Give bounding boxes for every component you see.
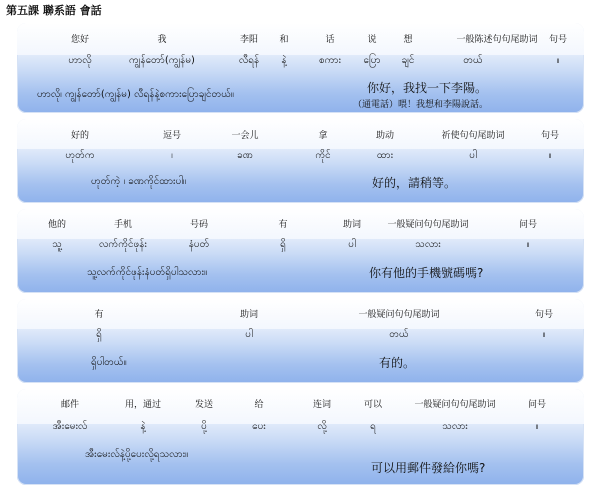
gloss-header: 给: [254, 400, 264, 410]
burmese-sentence: ရှိပါတယ်။: [91, 357, 127, 368]
burmese-word: ရှိ: [280, 239, 286, 250]
burmese-word: ။: [535, 421, 539, 432]
burmese-word: သလား: [415, 239, 441, 250]
burmese-word: ပို့: [201, 421, 207, 432]
chinese-translation: 有的。: [379, 356, 416, 370]
gloss-header: 助动: [375, 131, 395, 141]
dialogue-card-3: [17, 209, 584, 293]
gloss-header: 连词: [312, 400, 332, 410]
gloss-header: 想: [403, 35, 413, 45]
burmese-word: နဲ့: [281, 55, 287, 66]
burmese-word: စကား: [318, 55, 342, 66]
burmese-word: ခဏ: [237, 150, 253, 161]
gloss-header: 话: [325, 35, 335, 45]
burmese-word: ။: [542, 329, 546, 340]
burmese-word: ပါ: [245, 329, 253, 340]
burmese-word: ။: [556, 55, 560, 66]
burmese-word: နဲ့: [140, 421, 146, 432]
burmese-word: လို့: [317, 421, 327, 432]
burmese-sentence: ဟုတ်ကဲ့ ၊ ခဏကိုင်ထားပါ။: [91, 176, 187, 187]
gloss-header: 我: [157, 35, 167, 45]
burmese-word: ရှိ: [96, 329, 102, 340]
gloss-header: 句号: [534, 310, 554, 320]
chinese-translation: 好的，請稍等。: [372, 176, 457, 190]
page-title: 第五課 聯系語 會話: [6, 4, 102, 17]
gloss-header: 逗号: [162, 131, 182, 141]
gloss-header: 句号: [548, 35, 568, 45]
burmese-word: သလား: [442, 421, 468, 432]
dialogue-card-1: [17, 23, 584, 113]
gloss-header: 祈使句句尾助词: [441, 131, 505, 141]
burmese-word: ၊: [171, 150, 173, 161]
gloss-header: 一般疑问句句尾助词: [387, 220, 469, 230]
gloss-header: 一般疑问句句尾助词: [414, 400, 496, 410]
gloss-header: 有: [94, 310, 104, 320]
burmese-word: ကိုင်: [315, 150, 331, 161]
gloss-header: 他的: [47, 220, 67, 230]
burmese-word: ။: [526, 239, 530, 250]
dialogue-card-4: [17, 299, 584, 383]
gloss-header: 助词: [342, 220, 362, 230]
chinese-translation-note: （通電話）喂！我想和李陽說話。: [353, 100, 489, 110]
gloss-header: 一会儿: [231, 131, 259, 141]
burmese-word: ပါ: [469, 150, 477, 161]
burmese-word: တယ်: [389, 329, 409, 340]
burmese-sentence: အီးမေးလ်နဲ့ပို့ပေးလို့ရသလား။: [85, 449, 189, 460]
gloss-header: 有: [278, 220, 288, 230]
burmese-word: ကျွန်တော်(ကျွန်မ): [129, 55, 195, 66]
burmese-word: ချင်: [401, 55, 415, 66]
gloss-header: 可以: [363, 400, 383, 410]
burmese-word: ထား: [376, 150, 394, 161]
gloss-header: 用，通过: [124, 400, 162, 410]
burmese-word: ပေး: [252, 421, 266, 432]
gloss-header: 一般陈述句句尾助词: [456, 35, 538, 45]
burmese-word: အီးမေးလ်: [52, 421, 88, 432]
gloss-header: 问号: [518, 220, 538, 230]
burmese-word: လက်ကိုင်ဖုန်း: [99, 239, 147, 250]
gloss-header: 号码: [189, 220, 209, 230]
burmese-sentence: ဟာလို၊ ကျွန်တော်(ကျွန်မ) လီရန်နဲ့စကားပြောချင်တယ်။: [37, 89, 234, 100]
gloss-header: 句号: [540, 131, 560, 141]
gloss-header: 手机: [113, 220, 133, 230]
gloss-header: 拿: [318, 131, 328, 141]
gloss-header: 一般疑问句句尾助词: [358, 310, 440, 320]
burmese-word: ပါ: [348, 239, 356, 250]
burmese-word: ဟာလို: [68, 55, 92, 66]
gloss-header: 好的: [70, 131, 90, 141]
gloss-header: 李阳: [239, 35, 259, 45]
burmese-word: ပြော: [363, 55, 381, 66]
gloss-header: 助词: [239, 310, 259, 320]
gloss-header: 和: [279, 35, 289, 45]
chinese-translation: 可以用郵件發給你嗎?: [371, 461, 486, 475]
burmese-word: သူ့: [52, 239, 62, 250]
gloss-header: 说: [367, 35, 377, 45]
chinese-translation: 你有他的手機號碼嗎?: [369, 266, 484, 280]
burmese-word: တယ်: [463, 55, 483, 66]
burmese-word: လီရန်: [238, 55, 260, 66]
burmese-word: နံပတ်: [188, 239, 210, 250]
dialogue-card-2: [17, 119, 584, 203]
burmese-word: ။: [548, 150, 552, 161]
burmese-word: ဟုတ်က: [65, 150, 95, 161]
dialogue-card-5: [17, 389, 584, 485]
gloss-header: 问号: [527, 400, 547, 410]
gloss-header: 发送: [194, 400, 214, 410]
gloss-header: 您好: [70, 35, 90, 45]
burmese-sentence: သူ့လက်ကိုင်ဖုန်းနံပတ်ရှိပါသလား။: [87, 267, 208, 278]
burmese-word: ရ: [370, 421, 376, 432]
chinese-translation: 你好，我找一下李陽。: [367, 81, 488, 95]
gloss-header: 邮件: [60, 400, 80, 410]
